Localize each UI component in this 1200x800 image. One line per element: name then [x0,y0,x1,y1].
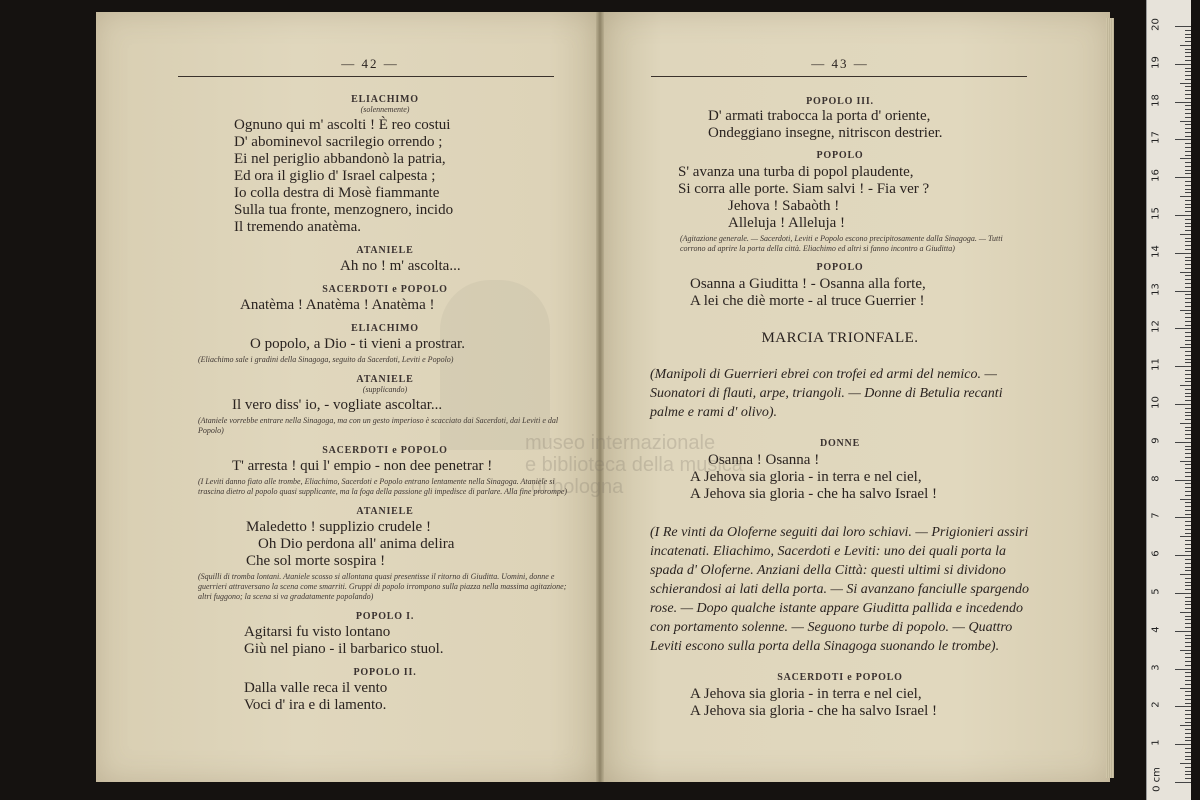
ruler-tick [1185,623,1191,624]
ruler-tick [1185,173,1191,174]
ruler-tick [1185,219,1191,220]
ruler-tick [1185,283,1191,284]
ruler-tick [1185,117,1191,118]
ruler-tick [1185,506,1191,507]
ruler-tick [1185,601,1191,602]
ruler-tick [1175,102,1191,103]
ruler-tick [1185,75,1191,76]
left-page-number: — 42 — [341,56,399,71]
ruler-tick [1185,722,1191,723]
stage-direction: (solennemente) [360,105,410,114]
ruler-number: 13 [1150,282,1162,296]
ruler-tick [1185,419,1191,420]
speaker-name: ATANIELE [356,506,414,517]
ruler-tick [1175,706,1191,707]
ruler-tick [1185,359,1191,360]
ruler-number: 14 [1150,244,1162,258]
ruler-tick [1185,529,1191,530]
ruler-tick [1175,555,1191,556]
ruler-tick [1185,132,1191,133]
ruler-tick [1185,68,1191,69]
ruler-tick [1185,162,1191,163]
ruler-tick [1185,740,1191,741]
speaker-name: POPOLO I. [355,611,415,622]
ruler-tick [1175,253,1191,254]
ruler-number: 7 [1150,512,1162,520]
watermark-line: museo internazionale [525,432,716,454]
ruler-tick [1180,650,1191,651]
ruler-tick [1185,449,1191,450]
ruler-tick [1185,279,1191,280]
ruler-tick [1175,64,1191,65]
ruler-tick [1180,310,1191,311]
ruler-number: 9 [1150,437,1162,444]
ruler-tick [1185,298,1191,299]
ruler-tick [1180,688,1191,689]
ruler-number: 5 [1150,588,1162,595]
stage-direction: (I Leviti danno fiato alle trombe, Eliachimo, Sacerdoti e Popolo entrano lentamente nella Sinagoga. Ataniele si trascina dietro al popolo quasi supplicante, ma la foga della passione gli impedisce di parlare. Alla fine prorompe) [198,477,568,496]
ruler-tick [1185,627,1191,628]
stage-direction: (supplicando) [362,385,408,394]
ruler-tick [1185,646,1191,647]
ruler-tick [1185,264,1191,265]
march-title: MARCIA TRIONFALE. [761,330,919,346]
ruler-tick [1185,60,1191,61]
speaker-name: POPOLO II. [353,667,417,678]
speaker-name: ELIACHIMO [351,94,419,105]
ruler-tick [1180,536,1191,537]
ruler-tick [1185,260,1191,261]
ruler-tick [1185,241,1191,242]
ruler-tick [1185,752,1191,753]
ruler-tick [1185,204,1191,205]
ruler-tick [1185,211,1191,212]
stage-direction: (Eliachimo sale i gradini della Sinagoga, seguito da Sacerdoti, Leviti e Popolo) [198,355,454,364]
speaker-name: ELIACHIMO [351,323,419,334]
ruler-tick [1185,589,1191,590]
ruler-tick [1185,41,1191,42]
ruler-tick [1185,56,1191,57]
ruler-tick [1185,389,1191,390]
ruler-tick [1185,533,1191,534]
ruler-tick [1185,676,1191,677]
ruler-tick [1185,249,1191,250]
ruler-tick [1185,778,1191,779]
ruler-tick [1180,763,1191,764]
ruler-tick [1185,446,1191,447]
watermark-line: e biblioteca della musica [525,454,743,476]
ruler-number: 15 [1150,207,1162,220]
ruler-tick [1185,684,1191,685]
ruler-tick [1175,328,1191,329]
right-page-number: — 43 — [811,56,869,71]
verse-line: Giù nel piano - il barbarico stuol. [244,641,444,657]
verse-line: Alleluja ! Alleluja ! [728,215,846,231]
verse-line: Oh Dio perdona all' anima delira [258,536,455,552]
ruler-number: 12 [1150,320,1162,334]
ruler-tick [1185,155,1191,156]
stage-direction: (Manipoli di Guerrieri ebrei con trofei ed armi del nemico. — Suonatori di flauti, arpe, triangoli. — Donne di Betulia recanti palme e rami d' olivo). [650,367,1003,420]
ruler-tick [1185,90,1191,91]
ruler-tick [1185,136,1191,137]
ruler-tick [1175,177,1191,178]
ruler-tick [1185,151,1191,152]
verse-line: Anatèma ! Anatèma ! Anatèma ! [240,297,435,313]
ruler-tick [1185,332,1191,333]
museum-watermark [525,432,743,498]
museum-logo-watermark [440,280,550,450]
ruler-tick [1185,608,1191,609]
verse-line: T' arresta ! qui l' empio - non dee penetrar ! [232,458,493,474]
ruler-tick [1175,26,1191,27]
ruler-tick [1185,672,1191,673]
ruler-number: 20 [1150,18,1162,31]
ruler-tick [1185,321,1191,322]
verse-line: Il vero diss' io, - vogliate ascoltar... [232,397,443,413]
ruler-tick [1175,139,1191,140]
ruler-number: 1 [1150,739,1162,746]
verse-line: A Jehova sia gloria - che ha salvo Israel ! [690,703,937,719]
watermark-line: di bologna [531,476,624,498]
ruler-tick [1175,593,1191,594]
left-header-rule [178,76,554,77]
ruler-tick [1185,408,1191,409]
ruler-tick [1185,472,1191,473]
ruler-tick [1185,52,1191,53]
ruler-tick [1185,147,1191,148]
ruler-tick [1185,703,1191,704]
ruler-number: 6 [1150,550,1162,557]
ruler-tick [1185,378,1191,379]
verse-line: Osanna a Giuditta ! - Osanna alla forte, [690,276,926,292]
ruler-tick [1185,771,1191,772]
verse-line: Osanna ! Osanna ! [708,452,820,468]
verse-line: Agitarsi fu visto lontano [244,624,391,640]
ruler-tick [1185,238,1191,239]
ruler-tick [1185,567,1191,568]
ruler-number: 10 [1150,396,1162,409]
verse-line: D' abominevol sacrilegio orrendo ; [234,134,443,150]
ruler-tick [1180,272,1191,273]
ruler-tick [1185,30,1191,31]
ruler-number: 17 [1150,131,1162,145]
ruler-tick [1185,570,1191,571]
ruler-tick [1185,514,1191,515]
ruler-tick [1185,37,1191,38]
verse-line: Si corra alle porte. Siam salvi ! - Fia ver ? [678,181,930,197]
ruler-tick [1185,306,1191,307]
verse-line: D' armati trabocca la porta d' oriente, [708,108,931,124]
ruler-tick [1185,268,1191,269]
ruler-tick [1185,71,1191,72]
ruler-tick [1185,143,1191,144]
ruler-tick [1185,756,1191,757]
ruler-tick [1185,109,1191,110]
ruler-tick [1175,291,1191,292]
ruler-tick [1185,79,1191,80]
speaker-name: SACERDOTI e POPOLO [322,445,448,456]
ruler-tick [1185,691,1191,692]
ruler-tick [1185,185,1191,186]
ruler-tick [1180,574,1191,575]
right-page-text [650,96,1030,720]
ruler-tick [1185,94,1191,95]
ruler-tick [1185,616,1191,617]
ruler-tick [1180,234,1191,235]
ruler-tick [1185,714,1191,715]
ruler-tick [1185,521,1191,522]
ruler-tick [1175,366,1191,367]
ruler-tick [1180,196,1191,197]
ruler-tick [1185,200,1191,201]
ruler-tick [1180,612,1191,613]
ruler-tick [1185,374,1191,375]
ruler-tick [1180,158,1191,159]
ruler-tick [1185,434,1191,435]
verse-line: S' avanza una turba di popol plaudente, [678,164,914,180]
ruler-tick [1175,442,1191,443]
ruler-tick [1180,725,1191,726]
ruler-tick [1185,551,1191,552]
ruler-tick [1185,695,1191,696]
verse-line: Ed ora il giglio d' Israel calpesta ; [234,168,436,184]
ruler-tick [1185,559,1191,560]
ruler-number: 19 [1150,55,1162,69]
ruler-tick [1175,404,1191,405]
ruler-tick [1185,464,1191,465]
ruler-tick [1185,759,1191,760]
verse-line: Il tremendo anatèma. [234,219,362,235]
ruler-tick [1185,468,1191,469]
verse-line: Io colla destra di Mosè fiammante [234,185,440,201]
ruler-tick [1175,631,1191,632]
ruler-tick [1185,362,1191,363]
ruler-tick [1185,86,1191,87]
ruler-tick [1185,476,1191,477]
stage-direction: (I Re vinti da Oloferne seguiti dai loro schiavi. — Prigionieri assiri incatenati. Eliachimo, Sacerdoti e Leviti: uno dei quali porta la spada d' Oloferne. Anziani della Città: questi ultimi si dividono schierandosi ai lati della porta. — Si avanzano fanciulle spargendo rose. — Dopo qualche istante appare Giuditta pallida e incedendo con portamento solenne. — Seguono turbe di popolo. — Quattro Leviti escono sulla porta della Sinagoga suonando le trombe). [650,525,1030,654]
speaker-name: SACERDOTI e POPOLO [322,284,448,295]
verse-line: A Jehova sia gloria - che ha salvo Israel ! [690,486,937,502]
ruler-tick [1185,245,1191,246]
ruler-tick [1185,370,1191,371]
ruler-tick [1185,181,1191,182]
verse-line: Jehova ! Sabaòth ! [728,198,840,214]
speaker-sacerdoti-popolo: SACERDOTI e POPOLO [777,672,903,683]
ruler-tick [1175,669,1191,670]
ruler-label: 0 cm [1151,767,1163,792]
ruler-tick [1185,325,1191,326]
verse-line: Ondeggiano insegne, nitriscon destrier. [708,125,943,141]
ruler-tick [1185,699,1191,700]
ruler-tick [1185,665,1191,666]
verse-line: Ognuno qui m' ascolti ! È reo costui [234,117,451,133]
ruler-tick [1185,223,1191,224]
ruler-tick [1180,385,1191,386]
ruler-tick [1185,540,1191,541]
ruler-tick [1185,128,1191,129]
ruler-tick [1185,393,1191,394]
ruler-tick [1185,748,1191,749]
ruler-tick [1185,680,1191,681]
ruler-number: 11 [1150,358,1162,372]
ruler-tick [1185,49,1191,50]
ruler-tick [1185,230,1191,231]
ruler-tick [1180,461,1191,462]
stage-direction: (Squilli di tromba lontani. Ataniele scosso si allontana quasi presentisse il ritorno di Giuditta. Uomini, donne e guerrieri attraversano la scena come smarriti. Gruppi di popolo irrompono sulla piazza nella massima agitazione; altri fuggono; la scena si va gradatamente popolando) [198,572,567,601]
right-header-rule [651,76,1027,77]
ruler-tick [1175,480,1191,481]
stage-direction: (Ataniele vorrebbe entrare nella Sinagoga, ma con un gesto imperioso è scacciato dai Sacerdoti, dai Leviti e dal Popolo) [198,416,559,435]
ruler-tick [1185,767,1191,768]
ruler-number: 16 [1150,169,1162,183]
ruler-tick [1185,294,1191,295]
verse-line: A Jehova sia gloria - in terra e nel ciel, [690,469,922,485]
ruler-tick [1185,642,1191,643]
ruler-number: 4 [1150,626,1162,633]
speaker-popolo: POPOLO [816,150,864,161]
ruler-tick [1185,430,1191,431]
ruler-tick [1185,619,1191,620]
ruler-tick [1185,563,1191,564]
ruler-tick [1185,344,1191,345]
ruler-tick [1185,510,1191,511]
ruler-tick [1185,166,1191,167]
ruler-tick [1185,396,1191,397]
measurement-ruler [1146,0,1191,800]
ruler-tick [1185,597,1191,598]
ruler-tick [1185,275,1191,276]
verse-line: Maledetto ! supplizio crudele ! [246,519,431,535]
verse-line: Dalla valle reca il vento [244,680,388,696]
ruler-tick [1175,744,1191,745]
ruler-tick [1185,718,1191,719]
ruler-tick [1180,347,1191,348]
ruler-tick [1185,98,1191,99]
ruler-tick [1185,105,1191,106]
ruler-tick [1185,491,1191,492]
ruler-tick [1185,733,1191,734]
verse-line: Ei nel periglio abbandonò la patria, [234,151,446,167]
stage-direction: (Agitazione generale. — Sacerdoti, Leviti e Popolo escono precipitosamente dalla Sinagoga. — Tutti corrono ad aprire la porta della città. Eliachimo ed altri si fanno incontro a Giuditta) [680,234,1003,253]
ruler-tick [1175,517,1191,518]
ruler-tick [1185,710,1191,711]
ruler-tick [1185,604,1191,605]
page-edges [1106,18,1114,778]
ruler-tick [1185,578,1191,579]
speaker-name: ATANIELE [356,245,414,256]
ruler-tick [1185,313,1191,314]
ruler-tick [1185,427,1191,428]
verse-line: Che sol morte sospira ! [246,553,386,569]
ruler-tick [1185,340,1191,341]
ruler-tick [1175,215,1191,216]
ruler-tick [1185,653,1191,654]
ruler-tick [1185,638,1191,639]
ruler-tick [1180,121,1191,122]
ruler-tick [1185,226,1191,227]
verse-line: Sulla tua fronte, menzognero, incido [234,202,454,218]
ruler-tick [1185,113,1191,114]
verse-line: A lei che diè morte - al truce Guerrier ! [690,293,925,309]
verse-line: O popolo, a Dio - ti vieni a prostrar. [250,336,465,352]
ruler-tick [1185,774,1191,775]
ruler-tick [1185,336,1191,337]
verse-line: Ah no ! m' ascolta... [340,258,461,274]
verse-line: A Jehova sia gloria - in terra e nel ciel, [690,686,922,702]
ruler-tick [1185,657,1191,658]
speaker-donne: DONNE [819,438,861,449]
verse-line: Voci d' ira e di lamento. [244,697,387,713]
ruler-number: 8 [1150,474,1162,482]
ruler-tick [1185,502,1191,503]
ruler-tick [1185,635,1191,636]
ruler-tick [1185,548,1191,549]
ruler-tick [1185,661,1191,662]
ruler-tick [1185,495,1191,496]
ruler-tick [1185,287,1191,288]
ruler-tick [1185,487,1191,488]
ruler-tick [1185,207,1191,208]
ruler-tick [1185,412,1191,413]
ruler-number: 3 [1150,663,1162,671]
ruler-number: 18 [1150,93,1162,107]
ruler-tick [1185,124,1191,125]
speaker-popolo: POPOLO [816,262,864,273]
ruler-tick [1185,457,1191,458]
ruler-tick [1185,302,1191,303]
ruler-tick [1185,438,1191,439]
ruler-tick [1180,45,1191,46]
ruler-tick [1185,544,1191,545]
ruler-tick [1185,192,1191,193]
ruler-tick [1185,737,1191,738]
ruler-number: 2 [1150,701,1162,709]
ruler-tick [1185,582,1191,583]
ruler-tick [1180,499,1191,500]
ruler-tick [1185,355,1191,356]
speaker-popolo-iii: POPOLO III. [806,96,874,107]
ruler-tick [1185,525,1191,526]
ruler-tick [1185,381,1191,382]
ruler-tick [1185,189,1191,190]
ruler-tick [1180,83,1191,84]
ruler-tick [1185,415,1191,416]
ruler-tick [1180,423,1191,424]
ruler-tick [1185,453,1191,454]
ruler-tick [1185,585,1191,586]
ruler-tick [1185,483,1191,484]
ruler-tick [1185,317,1191,318]
ruler-tick [1185,729,1191,730]
ruler-tick [1185,351,1191,352]
ruler-tick [1185,400,1191,401]
ruler-tick [1175,782,1191,783]
ruler-tick [1185,257,1191,258]
ruler-tick [1185,34,1191,35]
speaker-name: ATANIELE [356,374,414,385]
ruler-tick [1185,170,1191,171]
book-gutter [596,12,604,782]
